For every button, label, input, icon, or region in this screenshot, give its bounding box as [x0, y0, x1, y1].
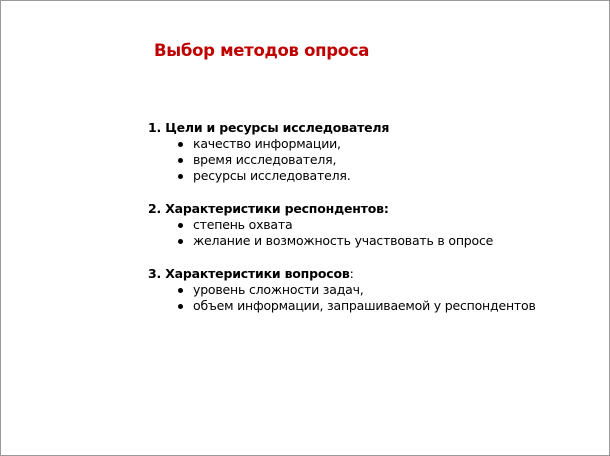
- section-researcher-goals: [148, 120, 588, 184]
- list-item-text: желание и возможность участвовать в опросе: [193, 233, 494, 248]
- list-item-text: уровень сложности задач,: [193, 282, 364, 297]
- bullet-icon: [178, 223, 183, 228]
- section-heading-text: 1. Цели и ресурсы исследователя: [148, 120, 390, 135]
- list-item-text: объем информации, запрашиваемой у респондентов: [193, 298, 536, 313]
- bullet-icon: [178, 239, 183, 244]
- section-heading-text: 3. Характеристики вопросов: [148, 266, 350, 281]
- list-item: [148, 298, 588, 314]
- slide-title: Выбор методов опроса: [154, 41, 370, 60]
- list-item: [148, 168, 588, 184]
- list-item-text: качество информации,: [193, 136, 341, 151]
- bullet-list: [148, 136, 588, 184]
- slide-content: [148, 120, 588, 331]
- bullet-icon: [178, 304, 183, 309]
- bullet-icon: [178, 142, 183, 147]
- section-heading-text: 2. Характеристики респондентов:: [148, 201, 389, 216]
- bullet-icon: [178, 288, 183, 293]
- bullet-icon: [178, 158, 183, 163]
- section-heading: [148, 266, 588, 282]
- list-item: [148, 233, 588, 249]
- list-item-text: ресурсы исследователя.: [193, 168, 351, 183]
- list-item-text: степень охвата: [193, 217, 293, 232]
- list-item: [148, 282, 588, 298]
- bullet-list: [148, 282, 588, 314]
- section-heading: [148, 201, 588, 217]
- list-item: [148, 152, 588, 168]
- section-heading: [148, 120, 588, 136]
- section-heading-suffix: :: [349, 266, 354, 281]
- section-respondent-characteristics: [148, 201, 588, 249]
- section-question-characteristics: [148, 266, 588, 314]
- bullet-icon: [178, 174, 183, 179]
- list-item: [148, 217, 588, 233]
- list-item-text: время исследователя,: [193, 152, 337, 167]
- bullet-list: [148, 217, 588, 249]
- list-item: [148, 136, 588, 152]
